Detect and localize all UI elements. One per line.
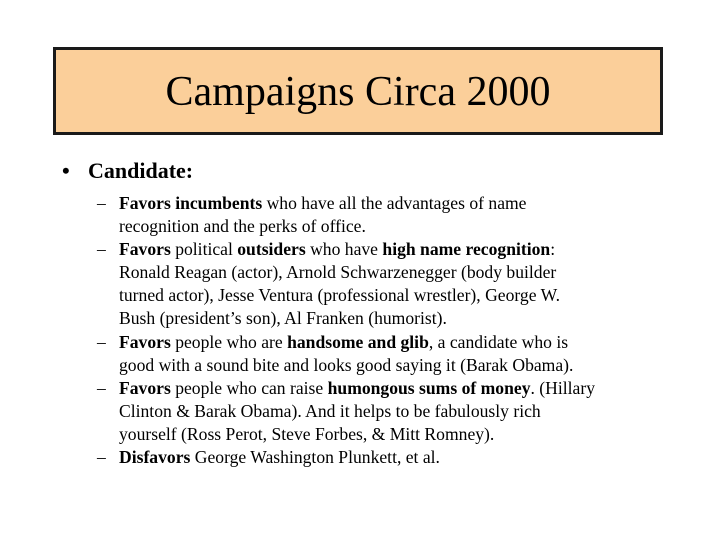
emphasis-text: humongous sums of money — [327, 377, 531, 398]
text-line — [119, 354, 677, 377]
body-text: . (Hillary — [530, 377, 595, 398]
body-text: , a candidate who is — [428, 331, 569, 352]
emphasis-text: handsome and glib — [287, 331, 429, 352]
body-text: yourself (Ross Perot, Steve Forbes, & Mitt Romney). — [119, 423, 495, 444]
sub-bullet-item — [97, 192, 677, 238]
body-text: good with a sound bite and looks good saying it (Barak Obama). — [119, 354, 574, 375]
dash-icon: – — [97, 193, 106, 213]
emphasis-text: outsiders — [237, 239, 306, 260]
text-line — [119, 400, 677, 423]
dash-icon: – — [97, 331, 106, 352]
dash-icon: – — [97, 377, 106, 398]
body-text: who have all the advantages of name — [262, 193, 527, 213]
body-text: recognition and the perks of office. — [119, 216, 366, 237]
sub-bullet-item — [97, 377, 677, 446]
body-text: political — [170, 239, 238, 260]
emphasis-text: Favors — [119, 377, 171, 398]
body-text: people who can raise — [170, 377, 328, 398]
text-line — [119, 331, 677, 354]
sub-bullet-item — [97, 446, 677, 469]
bullet-icon: • — [62, 158, 70, 183]
text-line — [119, 423, 677, 446]
body-text: : — [550, 239, 556, 260]
main-bullet — [62, 158, 193, 184]
text-line — [119, 261, 677, 284]
sub-bullet-item — [97, 331, 677, 377]
emphasis-text: Disfavors — [119, 447, 191, 468]
slide-title: Campaigns Circa 2000 — [165, 69, 551, 115]
title-box — [53, 47, 663, 135]
emphasis-text: high name recognition — [382, 239, 551, 260]
body-text: Clinton & Barak Obama). And it helps to be fabulously rich — [119, 400, 541, 421]
text-line — [119, 377, 677, 400]
body-text: Bush (president’s son), Al Franken (humorist). — [119, 308, 447, 329]
bullet-heading: Candidate: — [88, 158, 194, 183]
text-line — [119, 238, 677, 261]
dash-icon: – — [97, 447, 106, 468]
emphasis-text: Favors — [119, 239, 171, 260]
emphasis-text: Favors — [119, 331, 171, 352]
body-text: who have — [305, 239, 383, 260]
sub-bullet-list — [97, 192, 677, 469]
body-text: people who are — [170, 331, 288, 352]
text-line — [119, 284, 677, 307]
text-line — [119, 307, 677, 330]
text-line — [119, 192, 677, 215]
body-text: Ronald Reagan (actor), Arnold Schwarzenegger (body builder — [119, 262, 557, 283]
text-line — [119, 446, 677, 469]
text-line — [119, 215, 677, 238]
dash-icon: – — [97, 239, 106, 260]
sub-bullet-item — [97, 238, 677, 330]
body-text: George Washington Plunkett, et al. — [190, 447, 440, 468]
emphasis-text: Favors incumbents — [119, 193, 263, 213]
body-text: turned actor), Jesse Ventura (professional wrestler), George W. — [119, 285, 561, 306]
